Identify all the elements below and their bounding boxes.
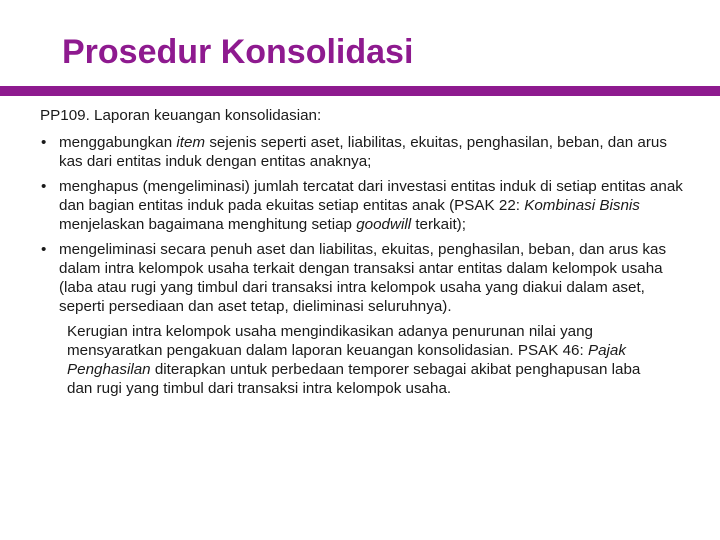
note-paragraph [67, 322, 667, 398]
bullet-emphasis: goodwill [356, 216, 412, 233]
bullet-icon: • [41, 134, 47, 151]
bullet-item-eliminate-investment [40, 177, 690, 234]
bullet-text: menjelaskan bagaimana menghitung setiap [59, 216, 357, 233]
title-divider [0, 86, 720, 96]
bullet-text: menggabungkan [59, 134, 177, 151]
bullet-emphasis: Kombinasi Bisnis [524, 197, 640, 214]
note-emphasis: Pajak Penghasilan [67, 342, 626, 378]
bullet-list [40, 133, 690, 316]
bullet-text: mengeliminasi secara penuh aset dan liabilitas, ekuitas, penghasilan, beban, dan arus kas dalam intra kelompok usaha terkait dengan transaksi antar entitas dalam kelompok usaha (laba atau rugi yang timbul dari transaksi intra kelompok usaha yang diakui dalam aset, seperti persediaan dan aset tetap, dieliminasi seluruhnya). [59, 241, 667, 315]
intro-text: PP109. Laporan keuangan konsolidasian: [40, 107, 322, 124]
bullet-emphasis: item [176, 134, 206, 151]
bullet-icon: • [41, 241, 47, 258]
note-text: diterapkan untuk perbedaan temporer sebagai akibat penghapusan laba dan rugi yang timbul dari transaksi intra kelompok usaha. [67, 361, 641, 397]
bullet-text: menghapus (mengeliminasi) jumlah tercatat dari investasi entitas induk di setiap entitas anak dan bagian entitas induk pada ekuitas setiap entitas anak (PSAK 22: [59, 178, 683, 214]
note-text: Kerugian intra kelompok usaha mengindikasikan adanya penurunan nilai yang mensyaratkan pengakuan dalam laporan keuangan konsolidasian. PSAK 46: [67, 323, 594, 359]
bullet-item-eliminate-intragroup [40, 240, 690, 316]
bullet-item-combine [40, 133, 690, 171]
bullet-text: sejenis seperti aset, liabilitas, ekuitas, penghasilan, beban, dan arus kas dari entitas induk dengan entitas anaknya; [59, 134, 667, 170]
bullet-icon: • [41, 178, 47, 195]
slide-title: Prosedur Konsolidasi [62, 33, 414, 71]
slide-content [40, 106, 690, 398]
bullet-text: terkait); [411, 216, 466, 233]
